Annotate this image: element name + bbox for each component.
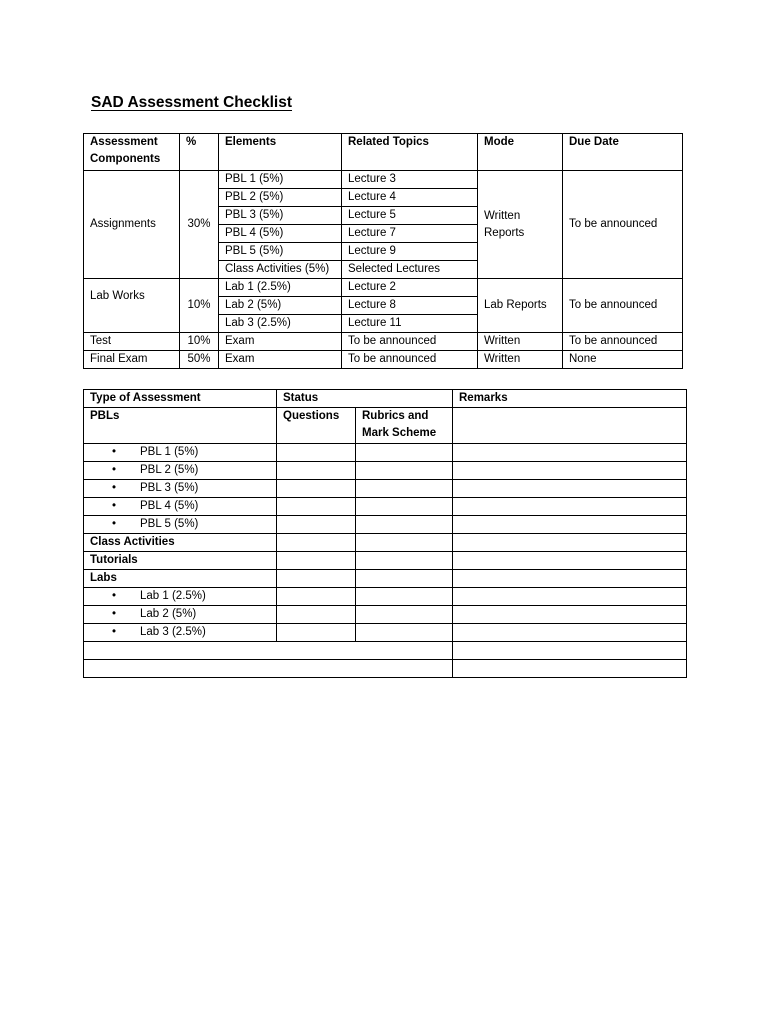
table-row — [84, 171, 683, 189]
tutorials-label: Tutorials — [84, 552, 277, 570]
table-row — [84, 498, 687, 516]
test-percent: 10% — [180, 333, 219, 351]
element-cell: Lab 1 (2.5%) — [219, 279, 342, 297]
header-elements: Elements — [219, 134, 342, 171]
questions-cell — [277, 588, 356, 606]
final-due: None — [563, 351, 683, 369]
element-cell: Lab 3 (2.5%) — [219, 315, 342, 333]
assignments-component: Assignments — [84, 171, 180, 279]
pbl-item-label: PBL 5 (5%) — [140, 518, 199, 530]
header-questions: Questions — [277, 408, 356, 444]
table-row — [84, 516, 687, 534]
page-title: SAD Assessment Checklist — [91, 94, 293, 111]
rubrics-cell — [356, 624, 453, 642]
table-row — [84, 606, 687, 624]
element-cell: PBL 3 (5%) — [219, 207, 342, 225]
remarks-cell — [453, 408, 687, 444]
list-item — [84, 606, 277, 624]
header-percent: % — [180, 134, 219, 171]
remarks-cell — [453, 552, 687, 570]
questions-cell — [277, 498, 356, 516]
final-topic: To be announced — [342, 351, 478, 369]
remarks-cell — [453, 660, 687, 678]
topic-cell: Lecture 9 — [342, 243, 478, 261]
empty-cell — [84, 642, 453, 660]
rubrics-cell — [356, 498, 453, 516]
rubrics-cell — [356, 516, 453, 534]
remarks-cell — [453, 498, 687, 516]
list-item — [84, 624, 277, 642]
lab-item-label: Lab 3 (2.5%) — [140, 626, 206, 638]
labworks-percent: 10% — [180, 279, 219, 333]
header-mode: Mode — [478, 134, 563, 171]
bullet-icon: • — [112, 518, 117, 530]
list-item — [84, 516, 277, 534]
bullet-icon: • — [112, 608, 117, 620]
test-due: To be announced — [563, 333, 683, 351]
topic-cell: Lecture 8 — [342, 297, 478, 315]
table-row — [84, 462, 687, 480]
questions-cell — [277, 480, 356, 498]
list-item — [84, 480, 277, 498]
list-item — [84, 462, 277, 480]
table-header-row — [84, 134, 683, 171]
table-row — [84, 333, 683, 351]
remarks-cell — [453, 480, 687, 498]
header-status: Status — [277, 390, 453, 408]
element-cell: PBL 2 (5%) — [219, 189, 342, 207]
element-cell: Lab 2 (5%) — [219, 297, 342, 315]
element-cell: PBL 5 (5%) — [219, 243, 342, 261]
remarks-cell — [453, 570, 687, 588]
header-due-date: Due Date — [563, 134, 683, 171]
questions-cell — [277, 516, 356, 534]
topic-cell: Lecture 5 — [342, 207, 478, 225]
lab-item-label: Lab 1 (2.5%) — [140, 590, 206, 602]
remarks-cell — [453, 462, 687, 480]
table-row — [84, 408, 687, 444]
header-assessment-components: Assessment Components — [84, 134, 180, 171]
questions-cell — [277, 552, 356, 570]
pbl-item-label: PBL 4 (5%) — [140, 500, 199, 512]
header-rubrics: Rubrics and Mark Scheme — [356, 408, 453, 444]
table-row — [84, 534, 687, 552]
rubrics-cell — [356, 462, 453, 480]
table-row — [84, 660, 687, 678]
bullet-icon: • — [112, 446, 117, 458]
questions-cell — [277, 624, 356, 642]
table-row — [84, 624, 687, 642]
pbl-item-label: PBL 3 (5%) — [140, 482, 199, 494]
final-component: Final Exam — [84, 351, 180, 369]
pbl-item-label: PBL 1 (5%) — [140, 446, 199, 458]
class-activities-label: Class Activities — [84, 534, 277, 552]
remarks-cell — [453, 516, 687, 534]
assignments-percent: 30% — [180, 171, 219, 279]
questions-cell — [277, 462, 356, 480]
topic-cell: Lecture 11 — [342, 315, 478, 333]
final-element: Exam — [219, 351, 342, 369]
table-row — [84, 570, 687, 588]
remarks-cell — [453, 606, 687, 624]
test-element: Exam — [219, 333, 342, 351]
bullet-icon: • — [112, 500, 117, 512]
test-mode: Written — [478, 333, 563, 351]
rubrics-cell — [356, 606, 453, 624]
remarks-cell — [453, 624, 687, 642]
topic-cell: Lecture 2 — [342, 279, 478, 297]
rubrics-cell — [356, 570, 453, 588]
topic-cell: Lecture 3 — [342, 171, 478, 189]
table-row — [84, 642, 687, 660]
final-mode: Written — [478, 351, 563, 369]
assessment-components-table — [83, 133, 683, 369]
table-row — [84, 552, 687, 570]
table-row — [84, 480, 687, 498]
rubrics-cell — [356, 534, 453, 552]
pbl-item-label: PBL 2 (5%) — [140, 464, 199, 476]
bullet-icon: • — [112, 626, 117, 638]
labworks-mode: Lab Reports — [478, 279, 563, 333]
remarks-cell — [453, 642, 687, 660]
assignments-mode: Written Reports — [478, 171, 563, 279]
header-remarks: Remarks — [453, 390, 687, 408]
table-row — [84, 351, 683, 369]
questions-cell — [277, 534, 356, 552]
rubrics-cell — [356, 444, 453, 462]
bullet-icon: • — [112, 464, 117, 476]
lab-item-label: Lab 2 (5%) — [140, 608, 197, 620]
rubrics-cell — [356, 552, 453, 570]
header-type-of-assessment: Type of Assessment — [84, 390, 277, 408]
empty-cell — [84, 660, 453, 678]
assignments-due: To be announced — [563, 171, 683, 279]
pbls-label: PBLs — [84, 408, 277, 444]
bullet-icon: • — [112, 482, 117, 494]
list-item — [84, 444, 277, 462]
table-row — [84, 588, 687, 606]
labworks-component: Lab Works — [84, 279, 180, 333]
labworks-due: To be announced — [563, 279, 683, 333]
list-item — [84, 588, 277, 606]
topic-cell: Selected Lectures — [342, 261, 478, 279]
remarks-cell — [453, 588, 687, 606]
header-related-topics: Related Topics — [342, 134, 478, 171]
questions-cell — [277, 444, 356, 462]
test-topic: To be announced — [342, 333, 478, 351]
table-row — [84, 444, 687, 462]
list-item — [84, 498, 277, 516]
element-cell: Class Activities (5%) — [219, 261, 342, 279]
element-cell: PBL 4 (5%) — [219, 225, 342, 243]
table-header-row — [84, 390, 687, 408]
rubrics-cell — [356, 480, 453, 498]
assessment-status-table — [83, 389, 687, 678]
table-row — [84, 279, 683, 297]
labs-label: Labs — [84, 570, 277, 588]
remarks-cell — [453, 534, 687, 552]
rubrics-cell — [356, 588, 453, 606]
questions-cell — [277, 606, 356, 624]
questions-cell — [277, 570, 356, 588]
topic-cell: Lecture 4 — [342, 189, 478, 207]
final-percent: 50% — [180, 351, 219, 369]
element-cell: PBL 1 (5%) — [219, 171, 342, 189]
bullet-icon: • — [112, 590, 117, 602]
remarks-cell — [453, 444, 687, 462]
test-component: Test — [84, 333, 180, 351]
topic-cell: Lecture 7 — [342, 225, 478, 243]
